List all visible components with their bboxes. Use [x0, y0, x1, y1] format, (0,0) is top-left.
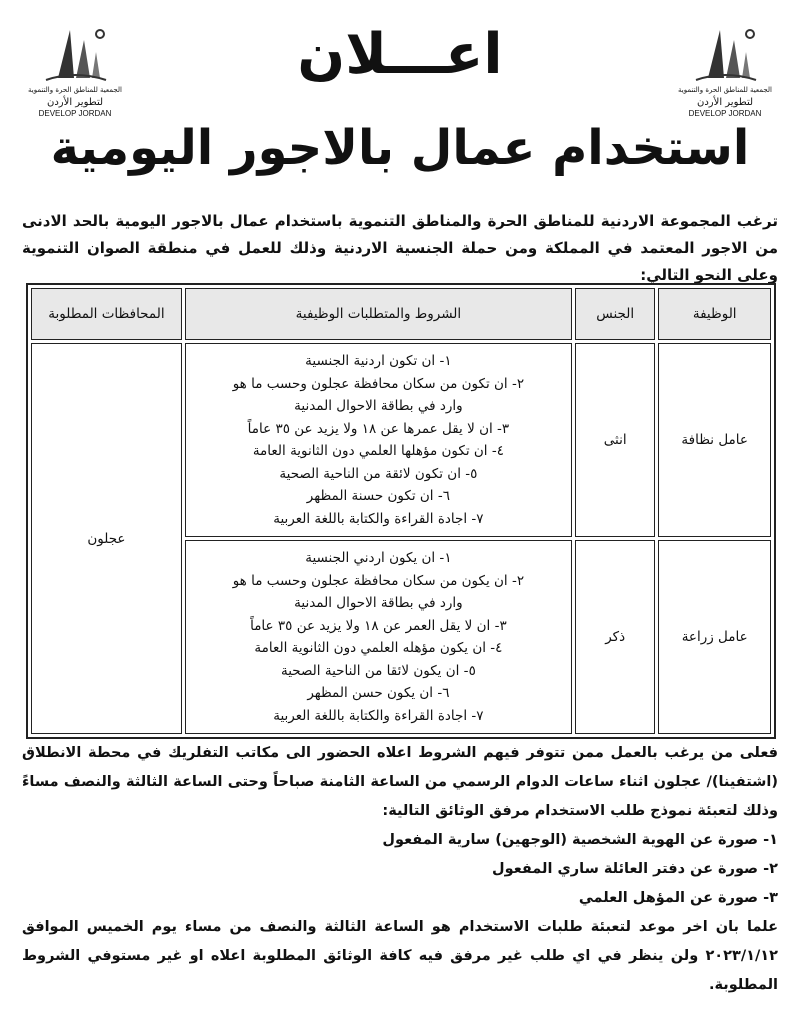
sail-logo-icon — [690, 22, 760, 84]
logo-arabic-line2: لتطوير الأردن — [46, 97, 104, 108]
instructions-paragraph: فعلى من يرغب بالعمل ممن تتوفر فيهم الشروط اعلاه الحضور الى مكاتب التفلريك في محطة الانطلاق (اشتفينا)/ عجلون اثناء ساعات الدوام الرسمي من الساعة الثامنة صباحاً وحتى الساعة الثالثة والنصف مساءً وذلك لتعبئة نموذج طلب الاستخدام مرفق الوثائق التالية: — [22, 745, 778, 819]
requirement-item: ١- ان تكون اردنية الجنسية — [305, 353, 452, 369]
requirement-item: ٤- ان يكون مؤهله العلمي دون الثانوية العامة — [254, 640, 503, 656]
deadline-paragraph: علما بان اخر موعد لتعبئة طلبات الاستخدام هو الساعة الثالثة والنصف من مساء يوم الخميس الموافق ٢٠٢٣/١/١٢ ولن ينظر في اي طلب غير مرفق فيه كافة الوثائق المطلوبة اعلاه او غير مستوفي الشروط المطلوبة. — [22, 919, 778, 993]
requirement-item: ٢- ان يكون من سكان محافظة عجلون وحسب ما هو — [232, 572, 525, 589]
header-governorates: المحافظات المطلوبة — [31, 288, 182, 340]
logo-arabic-line1: الجمعية للمناطق الحرة والتنموية — [678, 86, 772, 94]
header-requirements: الشروط والمتطلبات الوظيفية — [185, 288, 572, 340]
document-item: ٢- صورة عن دفتر العائلة ساري المفعول — [492, 861, 778, 877]
announcement-body — [22, 739, 778, 1000]
announcement-title: اعـــلان — [297, 22, 503, 87]
requirement-item: ٣- ان لا يقل عمرها عن ١٨ ولا يزيد عن ٣٥ عاماً — [247, 420, 510, 437]
requirement-item: ١- ان يكون اردني الجنسية — [305, 550, 452, 566]
requirement-item: ٧- اجادة القراءة والكتابة باللغة العربية — [273, 707, 484, 724]
logo-arabic-line2: لتطوير الأردن — [696, 97, 754, 108]
requirement-item: ٧- اجادة القراءة والكتابة باللغة العربية — [273, 510, 484, 527]
table-row — [31, 343, 771, 537]
gender-cell: انثى — [575, 343, 655, 537]
logo-arabic-line1: الجمعية للمناطق الحرة والتنموية — [28, 86, 122, 94]
gender-cell: ذكر — [575, 540, 655, 734]
logo-english: DEVELOP JORDAN — [688, 109, 762, 118]
job-title-cell: عامل زراعة — [658, 540, 771, 734]
requirement-item: ٥- ان يكون لائقا من الناحية الصحية — [280, 662, 476, 679]
jobs-table — [26, 283, 776, 739]
requirement-item: وارد في بطاقة الاحوال المدنية — [294, 398, 463, 414]
intro-paragraph: ترغب المجموعة الاردنية للمناطق الحرة والمناطق التنموية باستخدام عمال بالاجور اليومية بالحد الادنى من الاجور المعتمد في المملكة ومن حملة الجنسية الاردنية وذلك للعمل في منطقة الصوان التنموية وعلى النحو التالي: — [22, 212, 778, 284]
document-item: ١- صورة عن الهوية الشخصية (الوجهين) سارية المفعول — [382, 832, 778, 848]
requirement-item: ٥- ان تكون لائقة من الناحية الصحية — [279, 465, 478, 482]
requirement-item: ٢- ان تكون من سكان محافظة عجلون وحسب ما هو — [232, 375, 525, 392]
develop-jordan-logo-right — [670, 22, 780, 132]
header-job: الوظيفة — [658, 288, 771, 340]
governorate-cell: عجلون — [31, 343, 182, 734]
requirement-item: وارد في بطاقة الاحوال المدنية — [294, 595, 463, 611]
requirement-item: ٣- ان لا يقل العمر عن ١٨ ولا يزيد عن ٣٥ عاماً — [250, 617, 507, 634]
requirement-item: ٦- ان يكون حسن المظهر — [307, 685, 450, 701]
requirement-item: ٦- ان تكون حسنة المظهر — [306, 488, 450, 504]
table-header-row — [31, 288, 771, 340]
announcement-subtitle: استخدام عمال بالاجور اليومية — [50, 120, 750, 176]
develop-jordan-logo-left — [20, 22, 130, 132]
requirement-item: ٤- ان تكون مؤهلها العلمي دون الثانوية العامة — [252, 443, 504, 459]
sail-logo-icon — [40, 22, 110, 84]
logo-english: DEVELOP JORDAN — [38, 109, 112, 118]
document-item: ٣- صورة عن المؤهل العلمي — [578, 890, 778, 906]
header-gender: الجنس — [575, 288, 655, 340]
requirements-cell — [185, 343, 572, 537]
requirements-cell — [185, 540, 572, 734]
job-title-cell: عامل نظافة — [658, 343, 771, 537]
